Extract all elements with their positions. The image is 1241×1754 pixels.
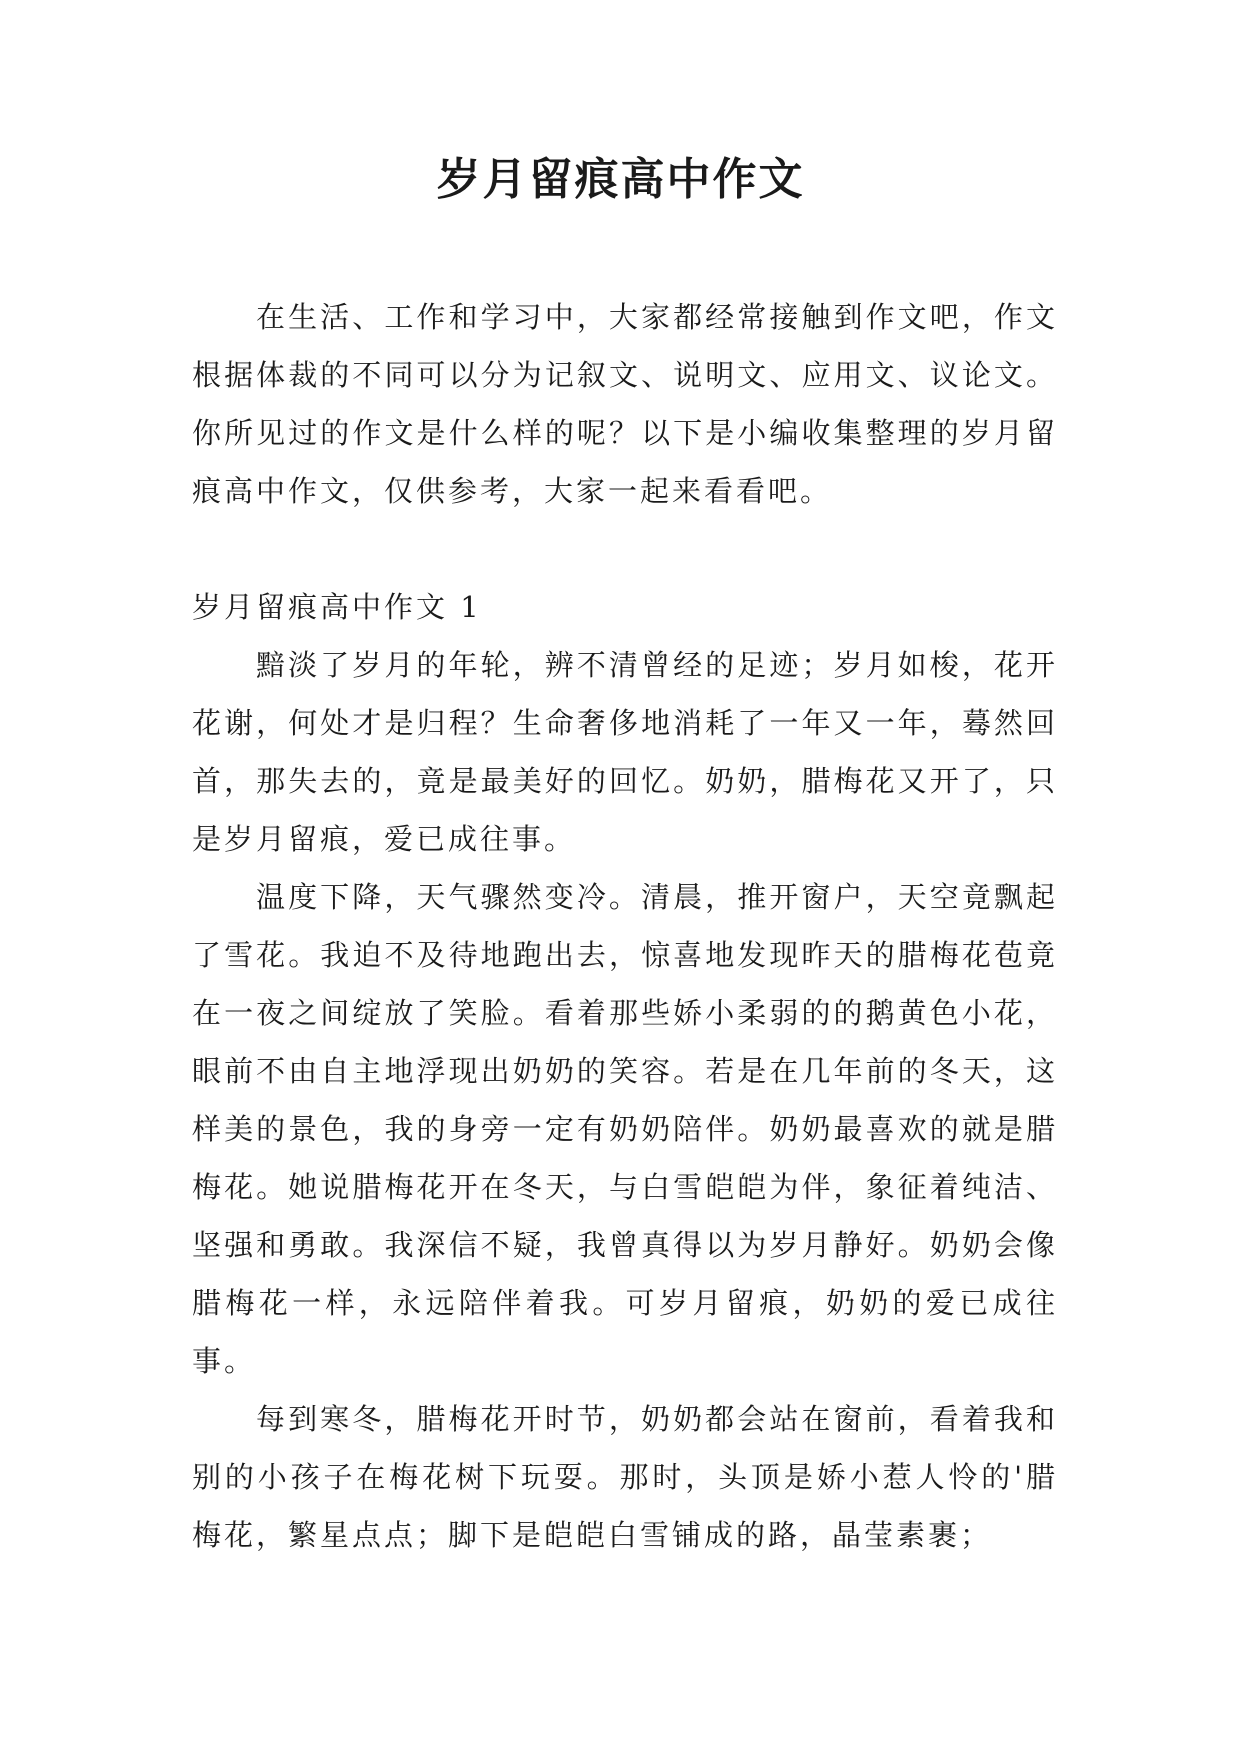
body-paragraph-3: 每到寒冬，腊梅花开时节，奶奶都会站在窗前，看着我和别的小孩子在梅花树下玩耍。那时，头顶是娇小惹人怜的'腊梅花，繁星点点；脚下是皑皑白雪铺成的路，晶莹素裹； xyxy=(192,1402,1058,1552)
body-paragraph-1: 黯淡了岁月的年轮，辨不清曾经的足迹；岁月如梭，花开花谢，何处才是归程？生命奢侈地消耗了一年又一年，蓦然回首，那失去的，竟是最美好的回忆。奶奶，腊梅花又开了，只是岁月留痕，爱已成往事。 xyxy=(192,648,1058,856)
body-paragraph-2: 温度下降，天气骤然变冷。清晨，推开窗户，天空竟飘起了雪花。我迫不及待地跑出去，惊喜地发现昨天的腊梅花苞竟在一夜之间绽放了笑脸。看着那些娇小柔弱的的鹅黄色小花，眼前不由自主地浮现出奶奶的笑容。若是在几年前的冬天，这样美的景色，我的身旁一定有奶奶陪伴。奶奶最喜欢的就是腊梅花。她说腊梅花开在冬天，与白雪皑皑为伴，象征着纯洁、坚强和勇敢。我深信不疑，我曾真得以为岁月静好。奶奶会像腊梅花一样，永远陪伴着我。可岁月留痕，奶奶的爱已成往事。 xyxy=(192,880,1058,1378)
intro-paragraph: 在生活、工作和学习中，大家都经常接触到作文吧，作文根据体裁的不同可以分为记叙文、说明文、应用文、议论文。你所见过的作文是什么样的呢？以下是小编收集整理的岁月留痕高中作文，仅供参考，大家一起来看看吧。 xyxy=(192,300,1058,508)
document-title: 岁月留痕高中作文 xyxy=(436,154,805,205)
document-body xyxy=(192,288,1058,1564)
section-heading: 岁月留痕高中作文 1 xyxy=(192,590,482,624)
